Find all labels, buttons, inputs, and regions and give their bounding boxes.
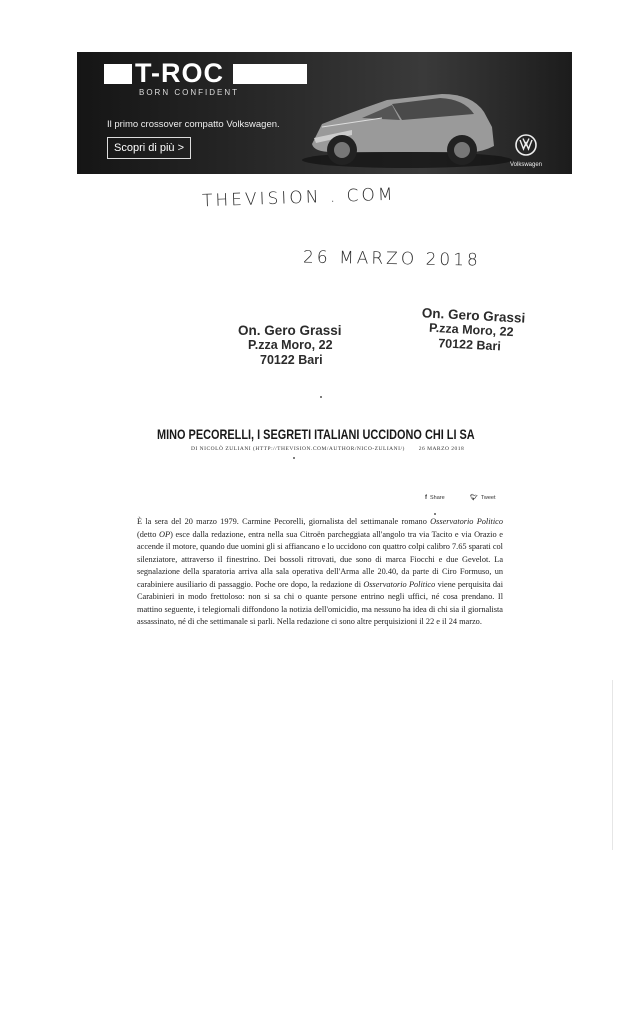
ad-banner[interactable] — [77, 52, 572, 174]
twitter-icon: 🐦︎ — [470, 495, 478, 501]
scan-speck — [293, 457, 295, 459]
banner-cta-button[interactable]: Scopri di più > — [107, 137, 191, 159]
tweet-label: Tweet — [480, 495, 496, 501]
share-label: Share — [430, 495, 445, 501]
scan-speck — [434, 513, 436, 515]
stamp-city: 70122 Bari — [260, 353, 323, 367]
address-stamp — [420, 305, 526, 355]
body-text-segment: È la sera del 20 marzo 1979. Carmine Pecorelli, giornalista del settimanale romano — [137, 517, 431, 526]
banner-logo: T-ROC — [135, 58, 224, 88]
article-body — [137, 516, 503, 629]
redaction-block — [104, 64, 132, 84]
body-emphasis: Osservatorio Politico — [430, 517, 503, 526]
author-link[interactable]: DI NICOLÒ ZULIANI (HTTP://THEVISION.COM/AUTHOR/NICO-ZULIANI/) — [191, 446, 405, 452]
facebook-icon: f — [425, 495, 427, 501]
address-stamp — [238, 323, 342, 368]
article-date: 26 MARZO 2018 — [418, 446, 465, 452]
stamp-street: P.zza Moro, 22 — [428, 320, 514, 340]
article-headline: MINO PECORELLI, I SEGRETI ITALIANI UCCIDONO CHI LI SA — [157, 426, 475, 442]
body-emphasis: OP — [159, 529, 171, 539]
stamp-name: On. Gero Grassi — [238, 323, 342, 338]
tweet-button[interactable] — [470, 495, 495, 501]
body-emphasis: Osservatorio Politico — [363, 579, 436, 589]
article-byline — [191, 446, 464, 452]
scan-edge — [612, 680, 613, 850]
scan-speck — [320, 396, 322, 398]
banner-brand: Volkswagen — [509, 162, 543, 168]
stamp-city: 70122 Bari — [437, 336, 502, 354]
share-row — [425, 494, 520, 501]
car-image — [292, 72, 512, 172]
banner-subline: Il primo crossover compatto Volkswagen. — [107, 119, 280, 130]
share-button[interactable] — [425, 495, 446, 501]
handwritten-site: THEVISION . COM — [201, 184, 396, 212]
body-text-segment: (detto — [137, 529, 160, 539]
body-text-segment: viene perquisita dai Carabinieri in modo frettoloso: non si sa chi o quante persone entrino negli uffici, né cosa prendano. Il mattino seguente, i telegiornali diffondono la notizia dell'omicidio, ma nessuno ha idea di chi sia il giornalista assassinato, né di che settimanale si parli. Nella redazione ci sono altre perquisizioni il 22 e il 24 marzo. — [137, 579, 504, 626]
stamp-name: On. Gero Grassi — [421, 305, 526, 326]
handwritten-date: 26 MARZO 2018 — [302, 247, 482, 271]
volkswagen-logo — [509, 134, 543, 168]
vw-icon — [515, 134, 537, 156]
banner-tagline: BORN CONFIDENT — [139, 88, 239, 97]
stamp-street: P.zza Moro, 22 — [248, 338, 333, 352]
body-text-segment: ) esce dalla redazione, entra nella sua Citroën parcheggiata all'angolo tra via Tacito e via Orazio e accende il motore, quando due uomini gli si affiancano e lo uccidono con quattro colpi calibro 7.65 sparati col silenziatore, attraverso il finestrino. Dei bossoli ritrovati, due sono di marca Fiocchi e due Gevelot. La segnalazione della sparatoria arriva alla sala operativa dell'Arma alle 20.40, da parte di Ciro Formuso, un carabiniere ausiliario di passaggio. Poche ore dopo, la redazione di — [137, 529, 503, 589]
